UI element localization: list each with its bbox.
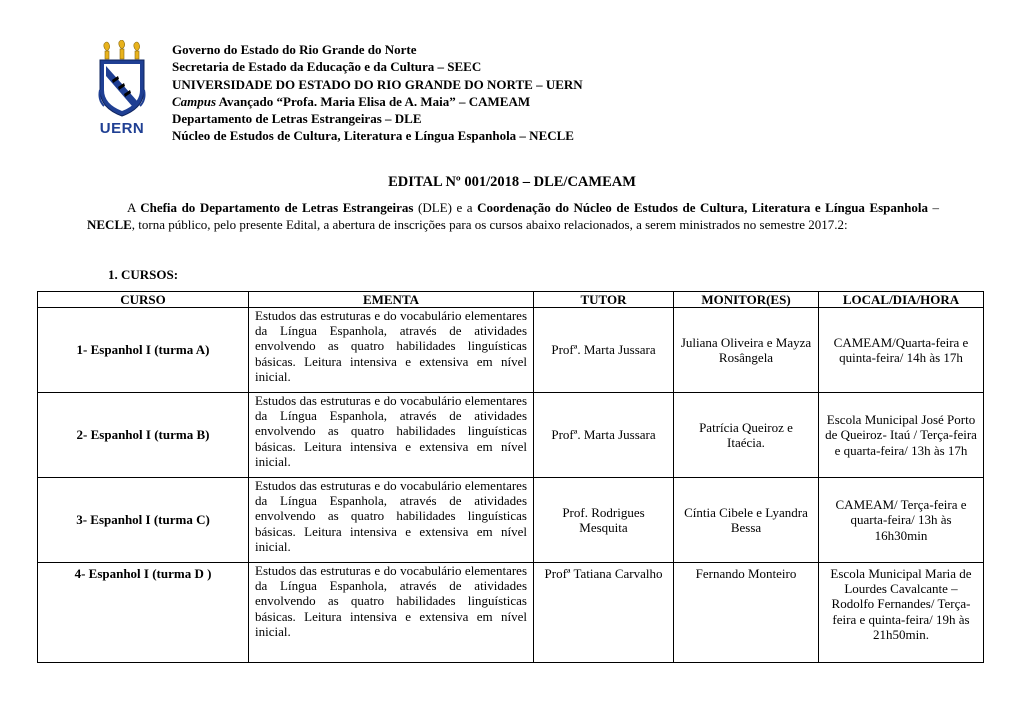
header-ementa: EMENTA xyxy=(249,292,534,308)
edital-title: EDITAL Nº 001/2018 – DLE/CAMEAM xyxy=(388,174,636,190)
institution-lines xyxy=(172,41,583,145)
cell-ementa: Estudos das estruturas e do vocabulário elementares da Língua Espanhola, através de atividades envolvendo as quatro habilidades linguísticas básicas. Leitura intensiva e extensiva em nível inicial. xyxy=(249,308,534,393)
cell-curso: 4- Espanhol I (turma D ) xyxy=(38,563,249,663)
cell-local: CAMEAM/Quarta-feira e quinta-feira/ 14h às 17h xyxy=(819,308,984,393)
cell-curso: 1- Espanhol I (turma A) xyxy=(38,308,249,393)
cell-ementa: Estudos das estruturas e do vocabulário elementares da Língua Espanhola, através de atividades envolvendo as quatro habilidades linguísticas básicas. Leitura intensiva e extensiva em nível inicial. xyxy=(249,393,534,478)
cell-ementa: Estudos das estruturas e do vocabulário elementares da Língua Espanhola, através de atividades envolvendo as quatro habilidades linguísticas básicas. Leitura intensiva e extensiva em nível inicial. xyxy=(249,478,534,563)
intro-bold-department: Chefia do Departamento de Letras Estrangeiras xyxy=(140,200,414,215)
logo-label: UERN xyxy=(99,120,145,137)
header-line-nucleus: Núcleo de Estudos de Cultura, Literatura e Língua Espanhola – NECLE xyxy=(172,128,574,144)
uern-crest-icon xyxy=(92,40,152,122)
cell-local: Escola Municipal José Porto de Queiroz- Itaú / Terça-feira e quarta-feira/ 13h às 17h xyxy=(819,393,984,478)
intro-bold-coordination: Coordenação do Núcleo de Estudos de Cultura, Literatura e Língua Espanhola xyxy=(477,200,928,215)
table-header-row xyxy=(38,292,984,308)
header-tutor: TUTOR xyxy=(534,292,674,308)
section-title-courses: 1. CURSOS: xyxy=(108,267,179,282)
cell-monitores: Fernando Monteiro xyxy=(674,563,819,663)
header-monitores: MONITOR(ES) xyxy=(674,292,819,308)
cell-ementa: Estudos das estruturas e do vocabulário elementares da Língua Espanhola, através de atividades envolvendo as quatro habilidades linguísticas básicas. Leitura intensiva e extensiva em nível inicial. xyxy=(249,563,534,663)
cell-tutor: Profª Tatiana Carvalho xyxy=(534,563,674,663)
table-row xyxy=(38,393,984,478)
courses-table xyxy=(37,291,984,663)
header-line-department: Departamento de Letras Estrangeiras – DLE xyxy=(172,111,422,127)
intro-text-4: , torna público, pelo presente Edital, a abertura de inscrições para os cursos abaixo relacionados, a serem ministrados no semestre 2017.2: xyxy=(131,217,848,232)
intro-text-2: (DLE) e a xyxy=(413,200,478,215)
header-line-government: Governo do Estado do Rio Grande do Norte xyxy=(172,42,417,57)
cell-tutor: Profª. Marta Jussara xyxy=(534,393,674,478)
header-local: LOCAL/DIA/HORA xyxy=(819,292,984,308)
table-row xyxy=(38,563,984,663)
table-row xyxy=(38,478,984,563)
intro-paragraph xyxy=(87,199,939,233)
header-line-campus xyxy=(172,93,583,110)
header-line-secretariat: Secretaria de Estado da Educação e da Cultura – SEEC xyxy=(172,59,482,75)
cell-curso: 3- Espanhol I (turma C) xyxy=(38,478,249,563)
header-curso: CURSO xyxy=(38,292,249,308)
cell-monitores: Patrícia Queiroz e Itaécia. xyxy=(674,393,819,478)
cell-local: CAMEAM/ Terça-feira e quarta-feira/ 13h às 16h30min xyxy=(819,478,984,563)
cell-monitores: Cíntia Cibele e Lyandra Bessa xyxy=(674,478,819,563)
campus-word: Campus xyxy=(172,93,217,109)
campus-name: Avançado “Profa. Maria Elisa de A. Maia” – CAMEAM xyxy=(218,93,531,109)
cell-curso: 2- Espanhol I (turma B) xyxy=(38,393,249,478)
intro-text-3: – xyxy=(927,200,940,215)
uern-logo xyxy=(92,40,152,136)
document-header xyxy=(92,40,972,144)
header-line-university: UNIVERSIDADE DO ESTADO DO RIO GRANDE DO NORTE – UERN xyxy=(172,76,583,92)
intro-bold-necle: NECLE xyxy=(87,217,132,232)
cell-tutor: Profª. Marta Jussara xyxy=(534,308,674,393)
cell-monitores: Juliana Oliveira e Mayza Rosângela xyxy=(674,308,819,393)
cell-local: Escola Municipal Maria de Lourdes Cavalcante – Rodolfo Fernandes/ Terça-feira e quinta-feira/ 19h às 21h50min. xyxy=(819,563,984,663)
cell-tutor: Prof. Rodrigues Mesquita xyxy=(534,478,674,563)
intro-text-1: A xyxy=(127,200,141,215)
table-row xyxy=(38,308,984,393)
